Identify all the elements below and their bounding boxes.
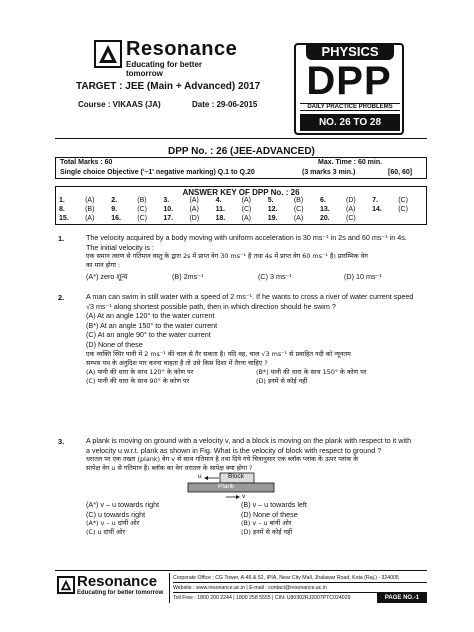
dpp-badge	[294, 43, 404, 135]
block-label: Block	[228, 473, 244, 480]
option-a[interactable]: (A) At an angle 120° to the water current	[86, 311, 215, 321]
q-no: 7.	[372, 197, 378, 204]
q-no: 16.	[111, 215, 121, 222]
q-no: 5.	[267, 197, 274, 204]
option-d[interactable]: (D) None of these	[86, 339, 143, 349]
q-no: 8.	[59, 206, 65, 213]
answer: (C)	[241, 206, 252, 213]
brand-name: Resonance	[126, 38, 238, 60]
option-b-hindi[interactable]: (B*) पानी की धारा के साथ 150° के कोण पर	[256, 367, 367, 376]
answer: (C)	[137, 206, 147, 213]
answer: (D)	[346, 197, 356, 204]
answer-key-title: ANSWER KEY OF DPP No. : 26	[182, 188, 300, 197]
plank-block-diagram	[186, 472, 276, 502]
answer-row	[59, 215, 425, 222]
option-b[interactable]: (B) 2ms⁻¹	[172, 272, 204, 282]
answer: (A)	[293, 215, 304, 222]
options-row	[86, 368, 426, 377]
q-no: 4.	[215, 197, 222, 204]
question-number: 2.	[58, 293, 65, 302]
marking-scheme: Single choice Objective ('–1' negative marking) Q.1 to Q.20	[60, 169, 255, 176]
question-text-hindi: का मान होगा :	[86, 261, 121, 270]
footer-brand-name: Resonance	[77, 573, 158, 590]
option-c[interactable]: (C) u towards right	[86, 509, 146, 519]
footer	[55, 573, 427, 605]
q-no: 15.	[59, 215, 69, 222]
options-row	[86, 528, 426, 537]
option-a-hindi[interactable]: (A*) v – u दांयीं ओर	[86, 519, 140, 528]
logo-mark-icon	[94, 40, 122, 68]
options-row	[86, 377, 426, 386]
question-text-hindi: एक समान त्वरण से गतिमान वस्तु के द्वारा 2s में प्राप्त वेग 30 ms⁻¹ है तथा 4s में प्राप्त वेग 60 ms⁻¹ है। प्रारम्भिक वेग	[86, 252, 368, 261]
answer: (A)	[189, 206, 199, 213]
page-number: PAGE NO.-1	[377, 593, 427, 603]
total-marks: Total Marks : 60	[60, 159, 113, 166]
question-text: The initial velocity is :	[86, 242, 154, 252]
answer: (A)	[241, 215, 251, 222]
option-a[interactable]: (A*) zero शून्य	[86, 272, 128, 282]
options-row	[86, 519, 426, 528]
q-no: 3.	[163, 197, 170, 204]
answer: (C)	[293, 206, 304, 213]
answer: (C)	[137, 215, 147, 222]
answer: (C)	[346, 215, 356, 222]
website-email[interactable]: Website : www.resonance.ac.in | E-mail : contact@resonance.ac.in	[173, 583, 427, 593]
footer-logo	[55, 573, 170, 603]
answer-row	[59, 206, 425, 213]
divider	[55, 138, 427, 139]
answer: (A)	[241, 197, 251, 204]
option-d[interactable]: (D) 10 ms⁻¹	[344, 272, 382, 282]
answer: (A)	[85, 215, 95, 222]
u-label: u	[198, 473, 202, 480]
badge-subject: PHYSICS	[306, 44, 394, 60]
question-text: The velocity acquired by a body moving with uniform acceleration is 30 ms⁻¹ in 2s and 60 ms⁻¹ in 4s.	[86, 233, 407, 242]
v-label: v	[242, 493, 246, 500]
answer: (A)	[85, 197, 95, 204]
q-no: 11.	[215, 206, 225, 213]
answer: (B)	[85, 206, 95, 213]
option-b[interactable]: (B*) At an angle 150° to the water current	[86, 320, 218, 330]
course-label: Course : VIKAAS (JA)	[78, 100, 161, 109]
option-c-hindi[interactable]: (C) u दांयीं ओर	[86, 528, 126, 537]
answer: (A)	[189, 197, 199, 204]
question-text: A plank is moving on ground with a velocity v, and a block is moving on the plank with respect to it with	[86, 436, 412, 445]
option-b-hindi[interactable]: (B) v – u बांयीं ओर	[241, 519, 292, 528]
badge-number: NO. 26 TO 28	[300, 114, 400, 131]
q-no: 10.	[163, 206, 174, 213]
options-row	[86, 500, 426, 510]
brand-logo	[94, 38, 238, 78]
question-text: A man can swim in still water with a speed of 2 ms⁻¹. If he wants to cross a river of water current speed	[86, 292, 414, 301]
question-3	[86, 436, 426, 473]
q-no: 17.	[163, 215, 174, 222]
question-text: √3 ms⁻¹ along shortest possible path, then in which direction should he swim ?	[86, 301, 336, 311]
q-no: 1.	[59, 197, 65, 204]
brand-tagline: Educating for better tomorrow	[126, 60, 203, 78]
toll-free: Toll Free : 1800 200 2244 | 1800 258 5555 | CIN: U80302RJ2007PTC024029	[173, 595, 351, 601]
option-d[interactable]: (D) None of these	[241, 509, 298, 519]
badge-subtitle: DAILY PRACTICE PROBLEMS	[300, 103, 400, 111]
answer: (C)	[398, 197, 408, 204]
corporate-office: Corporate Office : CG Tower, A-46 & 52, IPIA, Near City Mall, Jhalawar Road, Kota (Raj.) - 324005	[173, 573, 427, 583]
q-no: 18.	[215, 215, 226, 222]
answer: (C)	[398, 206, 408, 213]
answer: (B)	[293, 197, 304, 204]
marks-box	[55, 157, 427, 179]
plank-label: Plank	[218, 483, 235, 490]
answer: (D)	[189, 215, 200, 222]
option-d-hindi[interactable]: (D) इनमें से कोई नहीं	[256, 376, 308, 385]
question-text: a velocity u w.r.t. plank as shown in Fig. What is the velocity of block with respect to ground ?	[86, 445, 382, 455]
dpp-title: DPP No. : 26 (JEE-ADVANCED)	[168, 146, 315, 157]
q-no: 14.	[372, 206, 382, 213]
options-row	[86, 510, 426, 520]
date-label: Date : 29-06-2015	[192, 100, 258, 109]
q-no: 13.	[319, 206, 330, 213]
q-no: 2.	[111, 197, 118, 204]
answer-key-box	[55, 186, 427, 225]
question-number: 1.	[58, 234, 65, 243]
q-no: 19.	[267, 215, 278, 222]
footer-brand-tagline: Educating for better tomorrow	[77, 590, 164, 596]
divider	[55, 570, 427, 571]
question-number: 3.	[58, 437, 65, 446]
option-a[interactable]: (A*) v – u towards right	[86, 500, 160, 509]
per-question: (3 marks 3 min.)	[302, 169, 356, 176]
q-no: 9.	[111, 206, 118, 213]
option-c[interactable]: (C) 3 ms⁻¹	[258, 272, 292, 282]
answer: (B)	[137, 197, 147, 204]
option-b[interactable]: (B) v – u towards left	[241, 500, 307, 509]
option-c[interactable]: (C) At an angle 90° to the water current	[86, 330, 211, 340]
option-c-hindi[interactable]: (C) पानी की धारा के साथ 90° के कोण पर	[86, 376, 190, 385]
badge-main: DPP	[306, 59, 392, 103]
logo-mark-icon	[57, 576, 75, 594]
max-time: Max. Time : 60 min.	[318, 159, 383, 166]
question-text-hindi: सापेक्ष वेग u से गतिमान है। ब्लॉक का वेग धरातल के सापेक्ष क्या होगा ?	[86, 464, 253, 473]
q-no: 20.	[319, 215, 330, 222]
question-1	[86, 233, 426, 282]
option-a-hindi[interactable]: (A) पानी की धारा के साथ 120° के कोण पर	[86, 367, 194, 376]
q-no: 6.	[319, 197, 326, 204]
answer: (A)	[346, 206, 356, 213]
question-3-options	[86, 500, 426, 537]
target-heading: TARGET : JEE (Main + Advanced) 2017	[76, 81, 261, 92]
question-text-hindi: धरातल पर एक तख्ता (plank) वेग v से साथ गतिमान है तथा दिये गये चित्रानुसार एक ब्लॉक प्लांक के ऊपर प्लांक के	[86, 455, 359, 464]
answer-row	[59, 197, 425, 204]
question-text-hindi: एक व्यक्ति स्थिर पानी में 2 ms⁻¹ की चाल से तैर सकता है। यदि वह, चाल √3 ms⁻¹ से प्रवाहित नदी को न्यूनतम	[86, 349, 351, 358]
q-no: 12.	[267, 206, 278, 213]
marks-bracket: [60, 60]	[388, 169, 413, 176]
options-row	[86, 272, 426, 282]
option-d-hindi[interactable]: (D) इनमें से कोई नहीं	[241, 528, 293, 537]
question-text-hindi: सम्भव पथ के अनुदिश पार करना चाहता है तो उसे किस दिशा में तैरना चाहिए ?	[86, 358, 268, 367]
question-2	[86, 292, 426, 386]
